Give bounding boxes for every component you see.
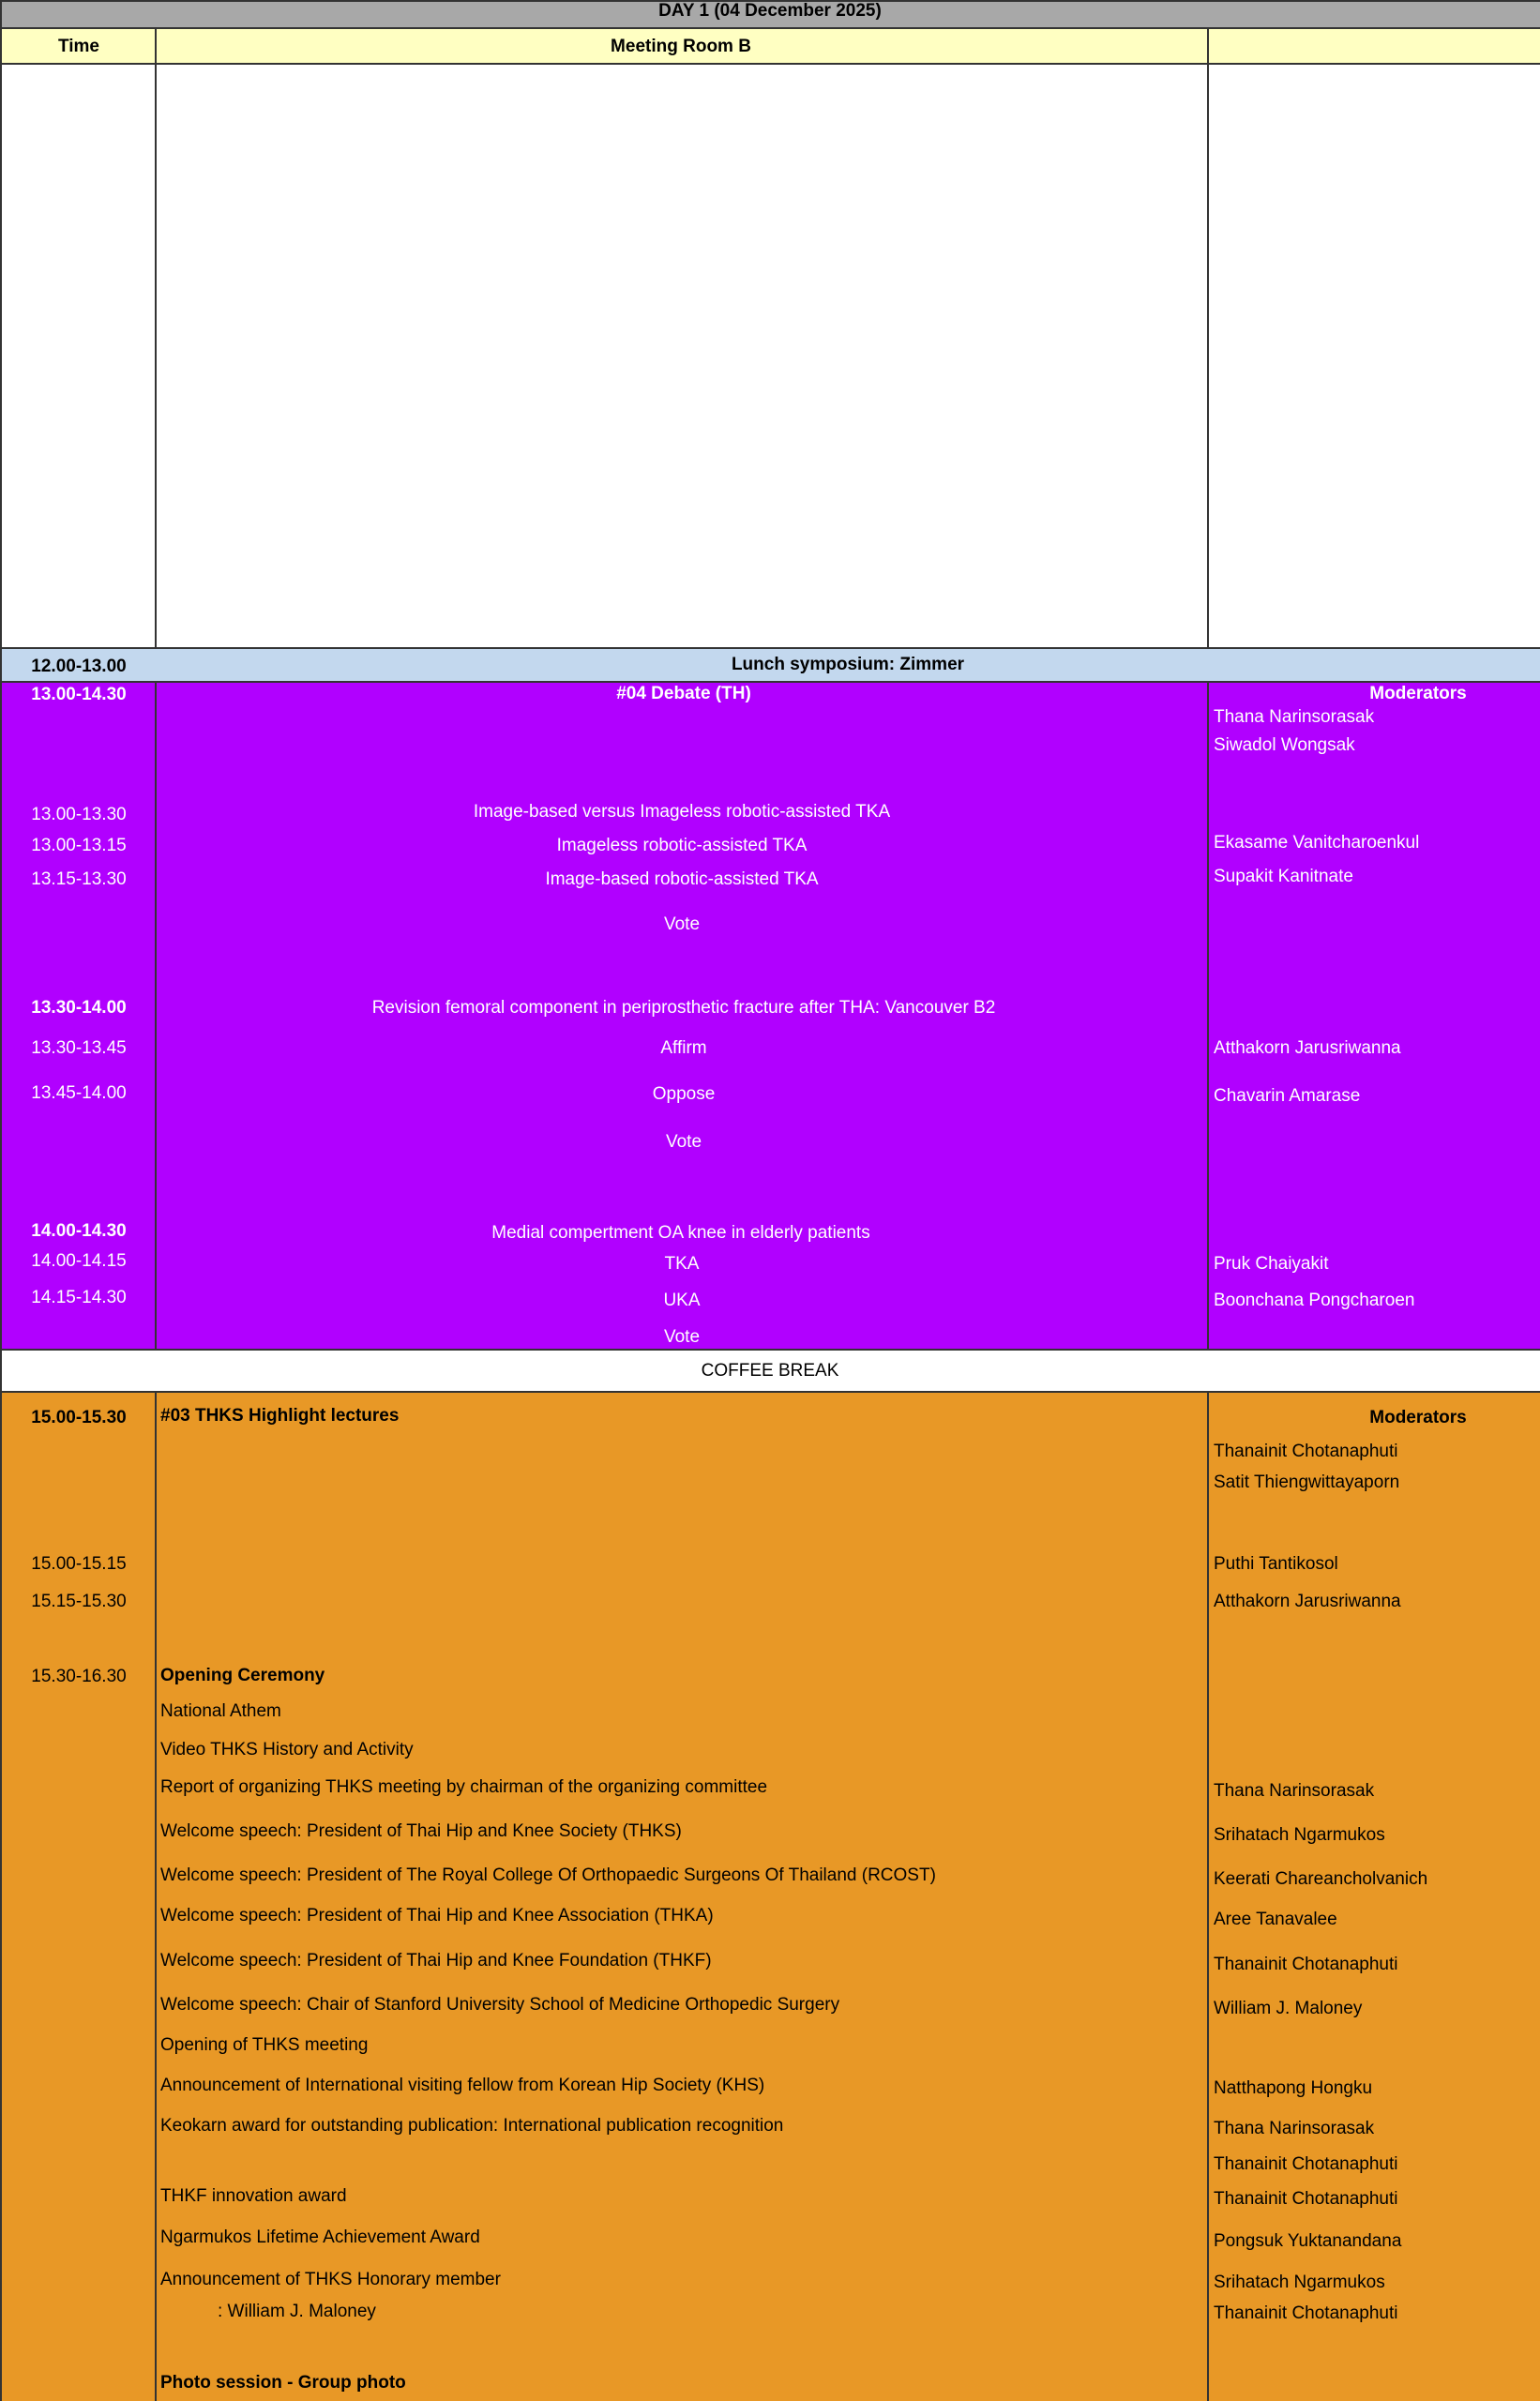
grid-line (0, 681, 1540, 683)
opening-item: Welcome speech: President of Thai Hip and Knee Foundation (THKF) (160, 1951, 712, 1971)
debate-item-topic: Oppose (652, 1084, 716, 1104)
grid-line (155, 682, 157, 1350)
grid-line (0, 1349, 1540, 1351)
grid-line (1207, 682, 1209, 1350)
grid-line (0, 0, 2, 2401)
opening-item: Announcement of International visiting fellow from Korean Hip Society (KHS) (160, 2076, 765, 2095)
opening-person: Thana Narinsorasak (1214, 2119, 1375, 2138)
opening-item: Announcement of THKS Honorary member (160, 2270, 501, 2289)
debate-time: 13.00-14.30 (31, 685, 127, 704)
debate-item-speaker: Atthakorn Jarusriwanna (1214, 1038, 1401, 1058)
grid-line (155, 1392, 157, 2401)
debate-item-time: 13.30-13.45 (31, 1038, 127, 1058)
grid-line (0, 27, 1540, 29)
debate-item-speaker: Boonchana Pongcharoen (1214, 1291, 1415, 1310)
debate-item-time: 14.00-14.15 (31, 1251, 127, 1271)
grid-line (1207, 28, 1209, 649)
opening-person: Pongsuk Yuktanandana (1214, 2231, 1402, 2251)
opening-item: Video THKS History and Activity (160, 1740, 414, 1759)
highlight-item-speaker: Atthakorn Jarusriwanna (1214, 1592, 1401, 1611)
opening-person: Keerati Chareancholvanich (1214, 1869, 1428, 1889)
highlight-title: #03 THKS Highlight lectures (160, 1406, 400, 1426)
highlight-item-speaker: Puthi Tantikosol (1214, 1554, 1338, 1574)
debate-vote: Vote (663, 1327, 701, 1347)
highlight-item-time: 15.00-15.15 (31, 1554, 127, 1574)
highlight-moderators-label: Moderators (1369, 1408, 1467, 1427)
lunch-time: 12.00-13.00 (31, 657, 127, 676)
debate-vote: Vote (665, 1132, 702, 1152)
highlight-moderator: Thanainit Chotanaphuti (1214, 1442, 1398, 1461)
opening-person: Thana Narinsorasak (1214, 1781, 1375, 1801)
grid-line (0, 1391, 1540, 1393)
highlight-item-time: 15.15-15.30 (31, 1592, 127, 1611)
opening-item: National Athem (160, 1701, 281, 1721)
debate-item-topic: Medial compertment OA knee in elderly patients (491, 1223, 870, 1243)
opening-person: Thanainit Chotanaphuti (1214, 2189, 1398, 2209)
coffee-break: COFFEE BREAK (701, 1361, 839, 1381)
debate-item-speaker: Supakit Kanitnate (1214, 867, 1353, 886)
photo-session: Photo session - Group photo (160, 2373, 406, 2393)
column-header-room: Meeting Room B (611, 37, 751, 56)
lunch-title: Lunch symposium: Zimmer (731, 655, 965, 674)
column-header-time: Time (57, 37, 100, 56)
opening-person: Srihatach Ngarmukos (1214, 1825, 1385, 1845)
debate-item-time: 13.15-13.30 (31, 869, 127, 889)
opening-time: 15.30-16.30 (31, 1667, 127, 1686)
opening-item: Welcome speech: President of The Royal College Of Orthopaedic Surgeons Of Thailand (RCOST) (160, 1865, 936, 1885)
debate-item-time: 14.00-14.30 (31, 1221, 127, 1241)
opening-item: Welcome speech: President of Thai Hip and Knee Society (THKS) (160, 1821, 682, 1841)
debate-item-topic: Revision femoral component in periprosthetic fracture after THA: Vancouver B2 (371, 998, 996, 1018)
debate-item-topic: Imageless robotic-assisted TKA (556, 836, 808, 855)
debate-item-topic: Affirm (660, 1038, 707, 1058)
debate-item-time: 13.00-13.30 (31, 805, 127, 824)
opening-item: Welcome speech: President of Thai Hip and Knee Association (THKA) (160, 1906, 714, 1925)
highlight-moderator: Satit Thiengwittayaporn (1214, 1472, 1400, 1492)
debate-item-topic: Image-based robotic-assisted TKA (545, 869, 819, 889)
opening-item: Ngarmukos Lifetime Achievement Award (160, 2227, 480, 2247)
day-title: DAY 1 (04 December 2025) (658, 1, 882, 21)
debate-item-time: 14.15-14.30 (31, 1288, 127, 1307)
opening-person: Thanainit Chotanaphuti (1214, 2154, 1398, 2174)
debate-item-topic: UKA (663, 1291, 701, 1310)
debate-title: #04 Debate (TH) (616, 684, 751, 703)
debate-moderator: Siwadol Wongsak (1214, 735, 1355, 755)
debate-item-time: 13.00-13.15 (31, 836, 127, 855)
grid-line (155, 28, 157, 649)
column-header-band (0, 28, 1540, 64)
highlight-time: 15.00-15.30 (31, 1408, 127, 1427)
debate-item-topic: Image-based versus Imageless robotic-assisted TKA (473, 802, 891, 822)
opening-person: Thanainit Chotanaphuti (1214, 1955, 1398, 1974)
opening-person: William J. Maloney (1214, 1999, 1363, 2018)
opening-item: : William J. Maloney (218, 2302, 376, 2321)
grid-line (0, 647, 1540, 649)
debate-item-time: 13.30-14.00 (31, 998, 127, 1018)
grid-line (1207, 1392, 1209, 2401)
opening-person: Thanainit Chotanaphuti (1214, 2303, 1398, 2323)
debate-item-speaker: Chavarin Amarase (1214, 1086, 1361, 1106)
grid-line (0, 63, 1540, 65)
opening-person: Aree Tanavalee (1214, 1910, 1337, 1929)
opening-item: THKF innovation award (160, 2186, 347, 2206)
debate-item-topic: TKA (664, 1254, 700, 1274)
debate-moderators-label: Moderators (1369, 684, 1467, 703)
debate-vote: Vote (663, 914, 701, 934)
opening-item: Report of organizing THKS meeting by chairman of the organizing committee (160, 1777, 768, 1797)
debate-item-speaker: Ekasame Vanitcharoenkul (1214, 833, 1420, 853)
debate-item-speaker: Pruk Chaiyakit (1214, 1254, 1329, 1274)
opening-item: Opening of THKS meeting (160, 2035, 369, 2055)
opening-item: Keokarn award for outstanding publication: International publication recognition (160, 2116, 784, 2136)
opening-person: Srihatach Ngarmukos (1214, 2273, 1385, 2292)
opening-person: Natthapong Hongku (1214, 2078, 1373, 2098)
opening-item: Welcome speech: Chair of Stanford University School of Medicine Orthopedic Surgery (160, 1995, 840, 2015)
opening-title: Opening Ceremony (160, 1666, 325, 1685)
debate-moderator: Thana Narinsorasak (1214, 707, 1375, 727)
debate-item-time: 13.45-14.00 (31, 1083, 127, 1103)
